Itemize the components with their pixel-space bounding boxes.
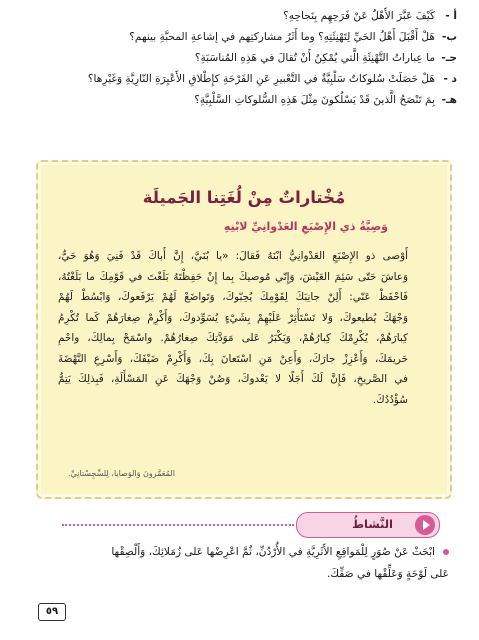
question-text: بِمَ تَنْصَحُ الَّذينَ قَدْ يَسْلُكونَ مِثْلَ هَذِهِ السُّلوكاتِ السَّلْبِيَّةِ؟: [194, 94, 435, 106]
question-letter: ب-: [441, 31, 457, 43]
parchment-title: مُخْتاراتٌ مِنْ لُغَتِنا الجَميلَة: [142, 188, 346, 207]
parchment-line: سُؤْدُدُكَ.: [372, 393, 408, 406]
parchment-line: حَريمَكَ، وَأَعْزِزْ جارَكَ، وَأَعِنْ مَنِ اسْتَعانَ بِكَ، وَأَكْرِمْ ضَيْفَكَ، وَأَسْرِعِ النَّهْضَةَ: [58, 352, 408, 365]
parchment-line: وَجْهَكَ يُطيعوكَ، وَلا تَسْتَأْثِرْ عَلَيْهِمْ بِشَيْءٍ يُسَوِّدوكَ، وَأَكْرِمْ صِغارَهُمْ كَما تُكْرِمُ: [58, 311, 408, 324]
parchment-line: كِبارَهُمْ، يُكْرِمْكَ كِبارُهُمْ، وَيَكْبَرُ عَلى مَوَدَّتِكَ صِغارُهُمْ. واسْمَحْ بِمالِكَ، واحْمِ: [58, 332, 408, 344]
activity-divider: [62, 524, 294, 526]
parchment-line: فَاحْفَظْ عَنّي: أَلِنْ جانِبَكَ لِقَوْمِكَ يُحِبّوكَ، وَتَواضَعْ لَهُمْ يَرْفَعوكَ، وَابْسُطْ لَهُمْ: [58, 291, 408, 303]
question-letter: هـ-: [441, 94, 457, 106]
question-letter: جـ-: [441, 52, 457, 64]
question-text: كَيْفَ عَبَّرَ الأَهْلُ عَنْ فَرَحِهِم بِنَجاحِهِ؟: [283, 10, 435, 22]
question-text: هَلْ أَقْبَلَ أَهْلُ الحَيِّ لِتَهْنِئَتِهِ؟ وما أَثَرُ مشاركتِهم في إشاعةِ المحبَّةِ بينهم؟: [129, 31, 435, 43]
question-d: [17, 69, 457, 90]
play-icon: [415, 515, 435, 535]
question-letter: أ -: [445, 10, 457, 22]
activity-line-text: ابْحَثْ عَنْ صُوَرٍ لِلْمَواقِعِ الأَثَرِيَّةِ في الأُرْدُنِّ، ثُمَّ اعْرِضْها عَلى زُمَلائِكَ، وَأَلْصِقْها: [111, 546, 435, 558]
activity-header: [296, 512, 440, 538]
activity-line: عَلى لَوْحَةٍ وَعَلِّقْها في صَفِّكَ.: [326, 568, 449, 580]
question-a: [17, 6, 457, 27]
selections-parchment: [36, 160, 452, 499]
question-text: هَلْ حَصَلَتْ سُلوكاتٌ سَلْبِيَّةٌ في التَّعْبيرِ عَنِ الفَرْحَةِ كإِطْلاقِ الأَعْيِرَةِ النّارِيَّةِ وَغَيْرِها؟: [87, 73, 435, 85]
question-letter: د -: [443, 73, 457, 85]
question-b: [17, 27, 457, 48]
parchment-source: المُعَمَّرونَ وَالوَصايا، لِلسِّجِسْتانِيِّ.: [68, 469, 175, 478]
parchment-line: أَوْصى ذو الإِصْبَعِ العَدْوانِيُّ ابْنَهُ فَقالَ: «يا بُنَيَّ، إِنَّ أَباكَ قَدْ فَنِيَ وَهُوَ حَيٌّ،: [58, 250, 408, 262]
bullet-icon: [443, 549, 449, 555]
page-number: ٥٩: [38, 603, 66, 621]
parchment-line: في الصَّريخِ، فَإِنَّ لَكَ أَجَلًا لا يَعْدوكَ، وَصُنْ وَجْهَكَ عَنِ المَسْأَلَةِ، فَبِذلِكَ يَتِمُّ: [58, 373, 408, 385]
parchment-subtitle: وَصِيَّةُ ذي الإِصْبَعِ العَدْوانِيِّ لابْنِهِ: [223, 220, 388, 233]
question-c: [17, 48, 457, 69]
question-text: ما عِباراتُ التَّهْنِئَةِ الَّتي يُمْكِنُ أَنْ تُقالَ في هَذِهِ المُناسَبَةِ؟: [194, 52, 435, 64]
parchment-line: وَعاشَ حَتّى سَئِمَ العَيْشَ، وَإِنّي مُوصيكَ بِما إِنْ حَفِظْتَهُ بَلَغْتَ في قَوْمِكَ ما بَلَغْتُهُ،: [58, 270, 408, 283]
activity-label: النَّشاطُ: [352, 517, 393, 531]
parchment-text: [58, 246, 408, 410]
activity-text: [29, 541, 449, 585]
questions-list: [17, 6, 457, 111]
activity-line: [29, 541, 449, 563]
question-e: [17, 90, 457, 111]
